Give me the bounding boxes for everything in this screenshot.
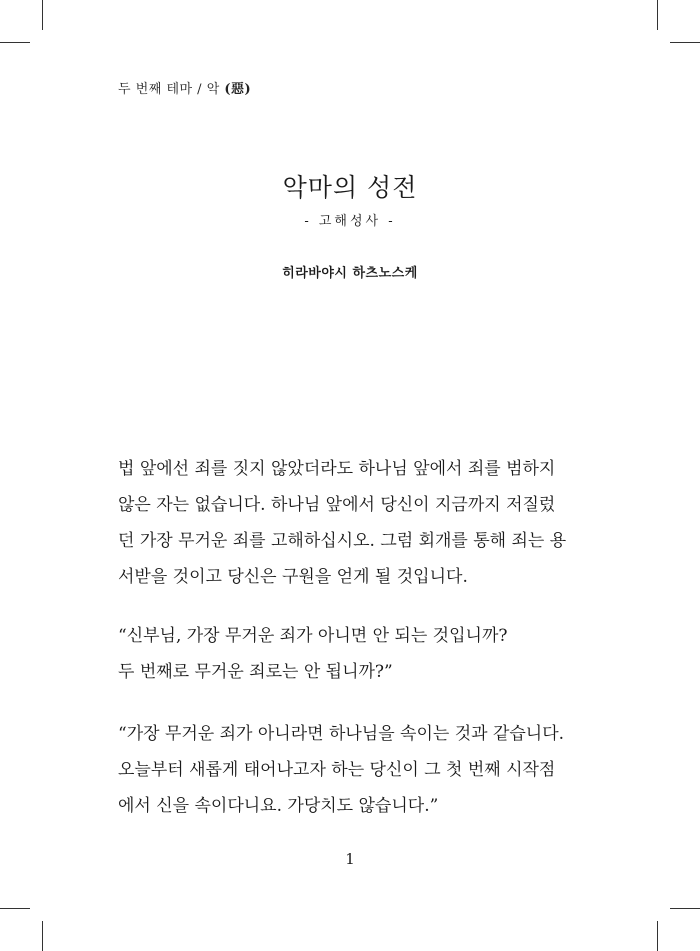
paragraph-line: 던 가장 무거운 죄를 고해하십시오. 그럼 회개를 통해 죄는 용 <box>118 531 567 551</box>
page-number: 1 <box>345 850 355 868</box>
crop-mark-bottom-right-vertical <box>657 921 658 951</box>
paragraph-line: 법 앞에선 죄를 짓지 않았더라도 하나님 앞에서 죄를 범하지 <box>118 459 556 479</box>
paragraph-3 <box>118 716 588 824</box>
paragraph-line: 두 번째로 무거운 죄로는 안 됩니까?” <box>118 662 393 682</box>
chapter-title: 악마의 성전 <box>282 173 418 202</box>
paragraph-line: 서받을 것이고 당신은 구원을 얻게 될 것입니다. <box>118 567 468 587</box>
crop-mark-top-left-vertical <box>42 0 43 30</box>
crop-mark-bottom-left-vertical <box>42 921 43 951</box>
running-header <box>118 78 251 97</box>
crop-mark-top-left-horizontal <box>0 42 30 43</box>
running-title: 두 번째 테마 / 악 <box>118 82 220 97</box>
paragraph-1 <box>118 451 588 595</box>
paragraph-line: “가장 무거운 죄가 아니라면 하나님을 속이는 것과 같습니다. <box>118 724 565 744</box>
crop-mark-bottom-left-horizontal <box>0 908 30 909</box>
running-title-hanja: (惡) <box>224 82 252 97</box>
crop-mark-top-right-horizontal <box>670 42 700 43</box>
paragraph-line: 않은 자는 없습니다. 하나님 앞에서 당신이 지금까지 저질렀 <box>118 495 556 515</box>
paragraph-line: “신부님, 가장 무거운 죄가 아니면 안 되는 것입니까? <box>118 626 508 646</box>
paragraph-2 <box>118 618 588 690</box>
paragraph-line: 에서 신을 속이다니요. 가당치도 않습니다.” <box>118 796 439 816</box>
chapter-title-block <box>0 168 700 229</box>
crop-mark-top-right-vertical <box>657 0 658 30</box>
crop-mark-bottom-right-horizontal <box>670 908 700 909</box>
author-name: 히라바야시 하츠노스케 <box>282 266 418 281</box>
paragraph-line: 오늘부터 새롭게 태어나고자 하는 당신이 그 첫 번째 시작점 <box>118 760 556 780</box>
chapter-subtitle: - 고해성사 - <box>304 214 396 229</box>
